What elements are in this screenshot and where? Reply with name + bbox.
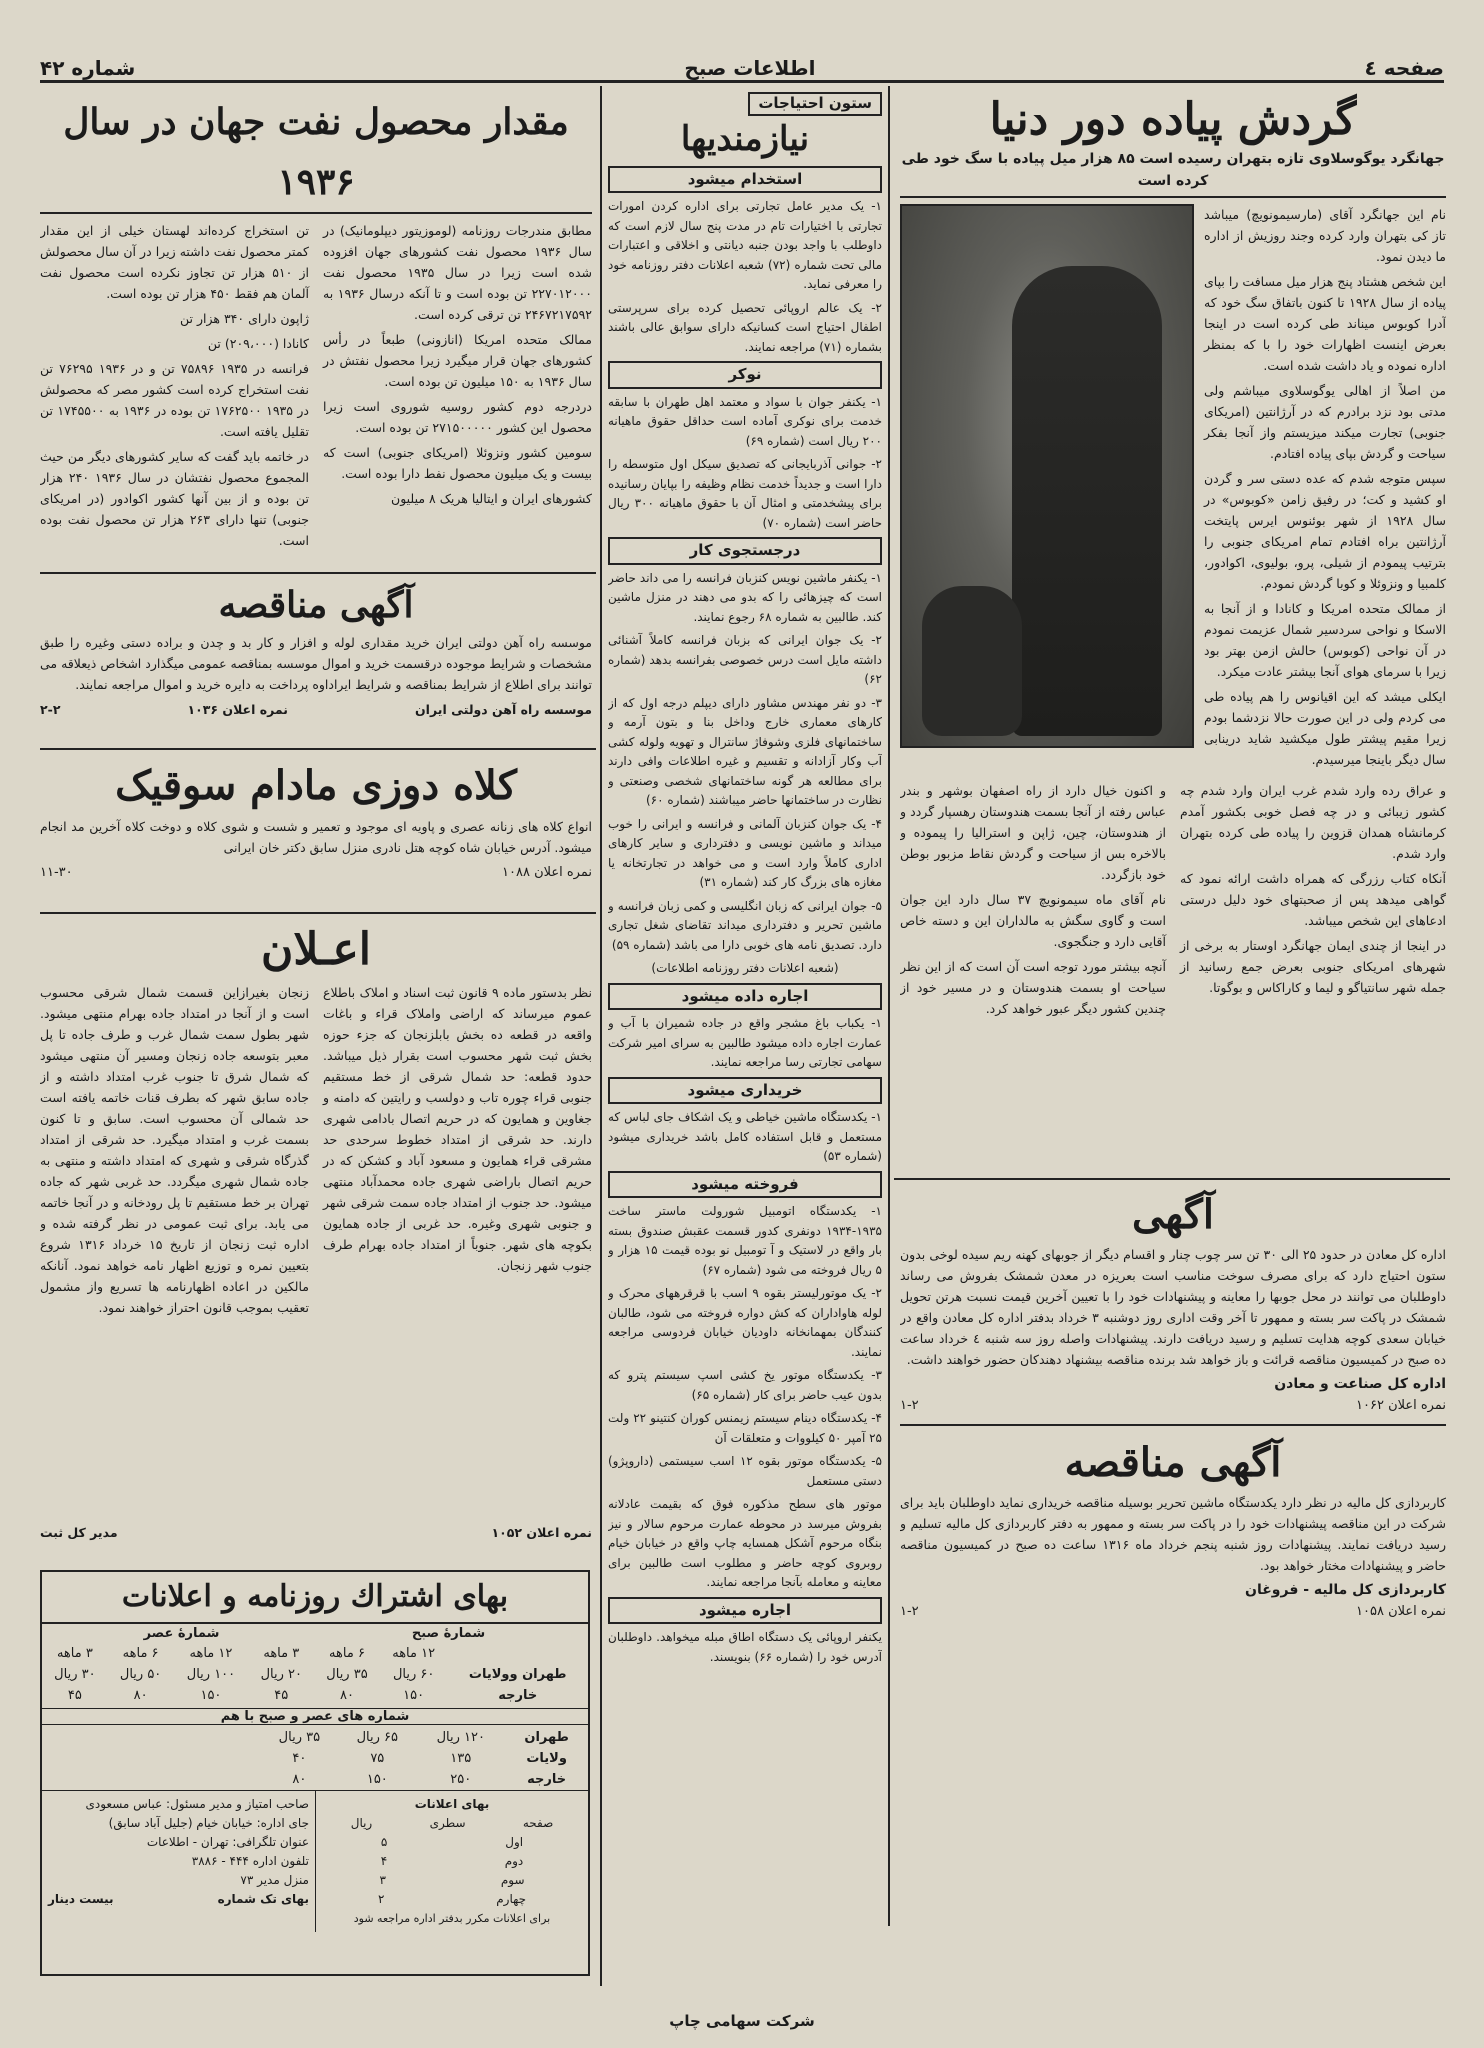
rate-cell: ۴۰ bbox=[292, 1751, 307, 1766]
announcement-body: زنجان بغیرازاین قسمت شمال شرقی محسوب است و از آنجا در امتداد جاده بهرام منتهی میشود. شهر بطول سمت شمال غرب و طرف جاده تا پل معبر بتوسعه جاده زنجان ومسیر آن منتهی میشود که شمال شرق تا جنوب غرب امتداد داشته و از جاده سابق شهر که بطرف قنات خاتمه یافته است حد شمالی آن محسوب است. سابق و تا کنون بسمت غرب و امتداد میگیرد. حد شرقی از امتداد گذرگاه شرقی و شهری که امتداد داشته و منتهی به جاده شمال شهری میگردد. حد غربی شهر که جاده تهران بر خط مستقیم تا پل رودخانه و در آنجا خاتمه می یابد. برای ثبت عمومی در نظر گرفته شده و اداره ثبت زنجان از تاریخ ۱۵ خرداد ۱۳۱۶ شروع بتعیین نمره و توزیع اظهار نامه خواهد نمود. آنانکه مالکین در اعاده اظهارنامه ها تسریع واز مشمول تعقیب بموجب قانون احتراز خواهند نمود. bbox=[40, 985, 309, 1315]
oil-article bbox=[40, 92, 592, 570]
rail-tender bbox=[40, 578, 592, 738]
rate-cell: ۴۵ bbox=[274, 1688, 289, 1703]
rate-cell: ۳۵ ریال bbox=[326, 1667, 368, 1682]
mines-notice-number: نمره اعلان ۱۰۶۲ bbox=[1356, 1398, 1446, 1413]
ads-page: اول bbox=[505, 1835, 524, 1849]
rate-cell: ۱۵۰ bbox=[403, 1688, 425, 1703]
rates-asr-title: شمارۀ عصر bbox=[143, 1626, 220, 1641]
ads-note: برای اعلانات مکرر بدفتر اداره مراجعه شود bbox=[353, 1912, 551, 1925]
rate-cell: ۱۵۰ bbox=[200, 1688, 222, 1703]
rate-cell: ۸۰ bbox=[340, 1688, 354, 1703]
hat-ad-body: انواع کلاه های زنانه عصری و پاویه ای موجود و تعمیر و شست و شوی کلاه و دوخت کلاه آخرین مد انجام میشود. آدرس خیابان شاه کوچه هتل نادری منزل سابق دکتر خان ایرانی bbox=[40, 819, 592, 855]
period-label: ۶ ماهه bbox=[122, 1646, 159, 1661]
needs-item: ۱- یکدستگاه ماشین خیاطی و یک اشکاف جای لباس که مستعمل و قابل استفاده کامل باشد خریداری میشود (شماره ۵۳) bbox=[608, 1110, 882, 1163]
mines-notice-count: ۱-۲ bbox=[900, 1398, 919, 1413]
traveler-photo bbox=[900, 204, 1194, 748]
hat-ad-number: نمره اعلان ۱۰۸۸ bbox=[502, 865, 592, 880]
needs-item: ۲- جوانی آذربایجانی که تصدیق سیکل اول متوسطه را دارا است و جدیداً خدمت نظام وظیفه را بپایان رسانیده برای پیشخدمتی و امثال آن با حقوق ماهیانه ۳۰۰ ریال حاضر است (شماره ۷۰) bbox=[608, 457, 882, 530]
rate-cell: ۱۳۵ bbox=[450, 1751, 472, 1766]
finance-tender-number: نمره اعلان ۱۰۵۸ bbox=[1356, 1604, 1446, 1619]
rate-row-label: خارجه bbox=[527, 1772, 567, 1787]
divider bbox=[40, 748, 596, 750]
dog-figure bbox=[922, 586, 1022, 736]
phone-line: تلفون اداره ۴۴۴ - ۳۸۸۶ bbox=[191, 1854, 309, 1868]
announcement-signature: مدیر کل ثبت bbox=[40, 1525, 118, 1540]
travel-paragraph: این شخص هشتاد پنج هزار میل مسافت را بپای پیاده از سال ۱۹۲۸ تا کنون باتفاق سگ خود که آدرا کوبوس میناند طی کرده است در اینجا بعرض اینست اظهارات خود را با که بمنظر اداره نموده و یاد داشت شده است. bbox=[1204, 274, 1446, 373]
needs-item: ۲- یک جوان ایرانی که بزبان فرانسه کاملاً آشنائی داشته مایل است درس خصوصی بفرانسه بدهد (شماره ۶۲) bbox=[608, 633, 882, 686]
rates-sobh-title: شمارۀ صبح bbox=[411, 1626, 486, 1641]
needs-item: ۲- یک عالم اروپائی تحصیل کرده برای سرپرستی اطفال احتیاج است کسانیکه دارای سوابق عالی باشند بشماره (۷۱) مراجعه نمایند. bbox=[608, 300, 882, 354]
rate-cell: ۶۵ ریال bbox=[356, 1730, 399, 1745]
oil-paragraph: سومین کشور ونزوئلا (امریکای جنوبی) است که بیست و یک میلیون محصول نفط دارا بوده است. bbox=[323, 445, 592, 481]
needs-item: ۵- جوان ایرانی که زبان انگلیسی و کمی زبان فرانسه و ماشین تحریر و دفترداری میداند تقاضای شغل تجاری دارد. تصدیق نامه های خوبی دارا می باشد (شماره ۵۹) bbox=[608, 898, 882, 952]
travel-paragraph: و اکنون خیال دارد از راه اصفهان بوشهر و بندر عباس رفته از آنجا بسمت هندوستان رهسپار گردد و از هندوستان، چین، ژاپن و استرالیا را پیموده و بالاخره بس از سیاحت و گردش نقاط مزبور بوطن خود بازگردد. bbox=[900, 783, 1166, 882]
finance-tender-count: ۱-۲ bbox=[900, 1604, 919, 1619]
mines-notice bbox=[900, 1186, 1446, 1726]
rate-row-label: طهران وولایات bbox=[468, 1667, 567, 1682]
subscription-rates bbox=[40, 1570, 590, 1976]
travel-subtitle: جهانگرد یوگوسلاوی تازه بتهران رسیده است ۸۵ هزار میل پیاده با سگ خود طی کرده است bbox=[900, 148, 1446, 198]
ads-header: سطری bbox=[429, 1816, 466, 1830]
period-label: ۳ ماهه bbox=[263, 1646, 300, 1661]
divider bbox=[894, 1178, 1450, 1180]
ads-header: صفحه bbox=[522, 1816, 554, 1830]
rate-cell: ۲۰ ریال bbox=[260, 1667, 302, 1682]
hat-ad-title: کلاه دوزی مادام سوقیک bbox=[115, 762, 517, 809]
rate-cell: ۷۵ bbox=[370, 1751, 385, 1766]
rate-cell: ۴۵ bbox=[67, 1688, 82, 1703]
mines-notice-signature: اداره کل صناعت و معادن bbox=[1274, 1376, 1446, 1392]
rate-cell: ۳۰ ریال bbox=[54, 1667, 96, 1682]
issue-label: شماره ۴۲ bbox=[40, 56, 136, 80]
needs-item: ۴- یک جوان کنزبان آلمانی و فرانسه و ایرانی را خوب میداند و ماشین نویسی و دفترداری و سایر کارهای اداری کاملاً وارد است و می خواهد در تجارتخانه یا مغازه های بزرگ کار کند (شماره ۳۱) bbox=[608, 816, 882, 889]
section-heading-for-rent: اجاره داده میشود bbox=[608, 983, 882, 1011]
oil-paragraph: در خاتمه باید گفت که سایر کشورهای دیگر من حیث المجموع محصول نفتشان در سال ۱۹۳۶ ۲۴۰ هزار تن بوده و از بین آنها کشور اکوادور (در امریکای جنوبی) تنها دارای ۲۶۳ هزار تن محصول نفت بوده است. bbox=[40, 449, 309, 548]
travel-paragraph: نام این جهانگرد آقای (مارسیمونویچ) میباشد تاز کی بتهران وارد کرده وجند روزیش از اداره ما دیدن نمود. bbox=[1204, 207, 1446, 264]
period-label: ۳ ماهه bbox=[56, 1646, 93, 1661]
travel-paragraph: از ممالک متحده امریکا و کانادا و از آنجا به الاسکا و نواحی سردسیر شمال عزیمت نمودم در آن نواحی (کوبوس) حالش ازمن بهتر بود زیرا با سرمای هوای آنجا بیشتر عادت میکرد. bbox=[1204, 601, 1446, 679]
telegraph-line: عنوان تلگرافی: تهران - اطلاعات bbox=[146, 1835, 309, 1849]
finance-tender-body: کاربردازی کل مالیه در نظر دارد یکدستگاه ماشین تحریر بوسیله مناقصه خریداری نماید داوطلبان باید برای شرکت در این مناقصه پیشنهادات خود را در پاکت سر بسته و ممهور به دفتر کاربردازی کل مالیه تسلیم و رسید دریافت نمایند. پیشنهادات روز شنبه پنجم خرداد ماه ۱۳۱۶ ساعت ده صبح در کمیسیون مناقصه حاضر و پیشنهادات مختار خواهد بود. bbox=[900, 1495, 1446, 1573]
registration-announcement bbox=[40, 918, 592, 1564]
travel-text-right bbox=[1204, 204, 1446, 774]
traveler-figure bbox=[1012, 266, 1162, 736]
rate-row-label: طهران bbox=[524, 1730, 569, 1745]
travel-paragraph: و عراق رده وارد شدم غرب ایران وارد شدم چه کشور زیبائی و در چه فصل خوبی بکشور آمدم کرمانشاه همدان قزوین را پیاده طی کرده بتهران وارد شدم. bbox=[1180, 783, 1446, 861]
section-heading-wanted-rent: اجاره میشود bbox=[608, 1597, 882, 1625]
rate-row-label: خارجه bbox=[498, 1688, 538, 1703]
hat-ad bbox=[40, 756, 592, 906]
oil-paragraph: مطابق مندرجات روزنامه (لوموزیتور دیپلومانیک) در سال ۱۹۳۶ محصول نفت کشورهای جهان افزوده شده است زیرا در سال ۱۹۳۵ محصول نفت ۲۲۷۰۱۲۰۰۰ تن بوده است و تا آنکه درسال ۱۹۳۶ به ۲۴۶۷۲۱۷۵۹۲ تن ترقی کرده است. bbox=[323, 223, 592, 322]
hat-ad-count: ۱۱-۳۰ bbox=[40, 865, 73, 880]
rate-row-label: ولایات bbox=[526, 1751, 567, 1766]
announcement-title: اعـلان bbox=[261, 924, 371, 975]
needs-item: ۵- یکدستگاه موتور بقوه ۱۲ اسب سیستمی (داروپژو) دستی مستعمل bbox=[608, 1454, 882, 1488]
needs-title: نیازمندیها bbox=[680, 118, 810, 159]
rate-cell: ۸۰ bbox=[133, 1688, 148, 1703]
rail-tender-body: موسسه راه آهن دولتی ایران خرید مقداری لوله و افزار و کار بد و چدن و براده دستی وغیره را طبق مشخصات و شرایط موجوده درقسمت خرید و اموال موسسه بمناقصه عمومی میگذارد اشخاص ذیعلاقه می توانند برای اطلاع از شرایط بمناقصه و شرایط ایراداوه پرداخت به دایره خرید و اموال مراجعه نمایند. bbox=[40, 635, 592, 692]
needs-item: موتور های سطح مذکوره فوق که بقیمت عادلانه بفروش میرسد در محوطه عمارت مرحوم سالار و نیز بنگاه مرحوم آشکل همسایه چاپ واقع در خیابان خیام روبروی کوچه حاضر و مطلوب است طالبین برای معاینه و معامله بآنجا مراجعه نمایند. bbox=[608, 1497, 882, 1589]
travel-paragraph: در اینجا از چندی ایمان جهانگرد اوستار به برخی از شهرهای امریکای جنوبی بعرض جمع رسانید از جمله شهر سانتیاگو و لیما و کاراکاس و بوگوتا. bbox=[1180, 938, 1446, 995]
travel-paragraph: سپس متوجه شدم که عده دستی سر و گردن او کشید و کت؛ در رفیق زامن «کوبوس» در سال ۱۹۲۸ از شهر بوئنوس ایرس پایتخت آرژانتین براه افتادم تمام امریکای جنوبی را بترتیب پیمودم از شیلی، پرو، بولیوی، اکوادور، کلمبیا و ونزوئلا و کوبا گردش نمودم. bbox=[1204, 471, 1446, 591]
finance-tender-title: آگهی مناقصه bbox=[1064, 1439, 1282, 1486]
needs-column-title: ستون احتیاجات bbox=[748, 92, 882, 116]
combined-title: شماره های عصر و صبح با هم bbox=[42, 1708, 588, 1725]
divider bbox=[40, 572, 596, 574]
travel-paragraph: آنچه بیشتر مورد توجه است آن است که از این نظر سیاحت او بسمت هندوستان و در مسیر خود از چندین کشور دیگر عبور خواهد کرد. bbox=[900, 959, 1166, 1016]
needs-item: ۲- یک موتورلیستر بقوه ۹ اسب با قرقرههای محرک و لوله هاواداران که کش دواره فروخته می شود، طالبان کنندگان بمهمانخانه داودیان خیابان فردوسی مراجعه نمایند. bbox=[608, 1286, 882, 1359]
ads-line: ۵ bbox=[380, 1835, 388, 1849]
owner-line: صاحب امتیاز و مدیر مسئول: عباس مسعودی bbox=[85, 1797, 309, 1811]
rate-cell: ۱۲۰ ریال bbox=[436, 1730, 485, 1745]
column-rule bbox=[600, 86, 602, 1986]
section-heading-for-sale: فروخته میشود bbox=[608, 1171, 882, 1199]
needs-item: یکنفر اروپائی یک دستگاه اطاق مبله میخواهد. داوطلبان آدرس خود را (شماره ۶۶) بنویسند. bbox=[608, 1630, 882, 1664]
rate-cell: ۳۵ ریال bbox=[278, 1730, 321, 1745]
manager-home-line: منزل مدیر ۷۳ bbox=[240, 1873, 309, 1887]
needs-item: ۱- یکنفر ماشین نویس کنزبان فرانسه را می داند حاضر است که چیزهائی را که بدو می دهند در منزل ماشین کند. طالبین به شماره ۶۸ رجوع نمایند. bbox=[608, 570, 882, 624]
rate-cell: ۵۰ ریال bbox=[119, 1667, 162, 1682]
paper-name: اطلاعات صبح bbox=[684, 56, 816, 80]
travel-article bbox=[900, 92, 1446, 1172]
ads-page: چهارم bbox=[496, 1892, 527, 1906]
travel-paragraph: نام آقای ماه سیمونویچ ۳۷ سال دارد این جوان است و گاوی سگش به مالداران این و دسته خاص آقایی دارد و جنگجوی. bbox=[900, 892, 1166, 949]
ads-line: ۲ bbox=[377, 1892, 385, 1906]
page-header bbox=[40, 56, 1444, 83]
needs-column bbox=[608, 92, 882, 1972]
needs-item: ۳- یکدستگاه موتور یخ کشی اسپ سیستم پترو که بدون عیب حاضر برای کار (شماره ۶۵) bbox=[608, 1368, 882, 1402]
combined-table bbox=[260, 1727, 588, 1790]
needs-note: (شعبه اعلانات دفتر روزنامه اطلاعات) bbox=[651, 961, 839, 975]
announcement-number: نمره اعلان ۱۰۵۲ bbox=[491, 1525, 592, 1540]
oil-paragraph: تن استخراج کرده‌اند لهستان خیلی از این مقدار کمتر محصول نفت داشته زیرا در آن سال محصولش از ۵۱۰ هزار تن تجاوز نکرده است محصول نفت آلمان هم فقط ۴۵۰ هزار تن بوده است. bbox=[40, 223, 310, 301]
period-label: ۶ ماهه bbox=[329, 1646, 365, 1661]
ads-line: ۳ bbox=[379, 1873, 386, 1887]
rate-cell: ۱۵۰ bbox=[366, 1772, 388, 1787]
travel-paragraph: ایکلی میشد که این اقیانوس را هم پیاده طی می کردم ولی در این صورت حالا نزدشما بودم زیرا مقیم پیشتر طول میکشید شاید درینابی سال دیگر باینجا میرسیدم. bbox=[1204, 689, 1446, 767]
needs-item: ۱- یکباب باغ مشجر واقع در جاده شمیران با آب و عمارت اجاره داده میشود طالبین به سرای امیر شرکت سهامی تجارتی رسا مراجعه نمایند. bbox=[608, 1016, 882, 1069]
oil-title: مقدار محصول نفت جهان در سال ۱۹۳۶ bbox=[40, 92, 592, 214]
oil-paragraph: ممالک متحده امریکا (انازونی) طبعاً در رأس کشورهای جهان قرار میگیرد زیرا محصول نفتش در سال ۱۹۳۶ به ۱۵۰ میلیون تن بوده است. bbox=[323, 332, 592, 389]
needs-item: ۳- دو نفر مهندس مشاور دارای دیپلم درجه اول که از کارهای معماری خارج وداخل بنا و بتون آرمه و ساختمانهای فلزی وشوفاژ سانترال و تهویه ولوله کشی آب وکار آزادانه و تقسیم و غیره اطلاعات وافی دارند برای مطالعه هر گونه ساختمانهای شخصی وصنعتی و نظارت در ساختمانها حاضر میباشند (شماره ۶۰) bbox=[608, 695, 882, 807]
rail-tender-number: نمره اعلان ۱۰۳۶ bbox=[187, 702, 288, 717]
section-heading-buy: خریداری میشود bbox=[608, 1077, 882, 1105]
rate-cell: ۲۵۰ bbox=[450, 1772, 472, 1787]
divider bbox=[900, 1424, 1446, 1426]
column-rule bbox=[888, 86, 890, 1926]
travel-continued bbox=[900, 780, 1446, 1019]
rates-title: بهای اشتراك روزنامه و اعلانات bbox=[42, 1572, 588, 1624]
oil-paragraph: دردرجه دوم کشور روسیه شوروی است زیرا محصول این کشور ۲۷۱۵۰۰۰۰۰ تن بوده است. bbox=[323, 399, 592, 435]
section-heading-hire: استخدام میشود bbox=[608, 166, 882, 194]
section-heading-servant: نوکر bbox=[608, 361, 882, 389]
travel-title: گردش پیاده دور دنیا bbox=[989, 94, 1357, 145]
rail-tender-count: ۲-۲ bbox=[40, 702, 61, 717]
travel-paragraph: من اصلاً از اهالی یوگوسلاوی میباشم ولی مدتی بود نزد برادرم که در آرژانتین (امریکای جنوبی) تجارت میکند میزیستم واز آنجا بفکر سیاحت و گردش بپای پیاده افتادم. bbox=[1204, 383, 1446, 461]
period-label: ۱۲ ماهه bbox=[392, 1646, 436, 1661]
oil-paragraph: ژاپون دارای ۳۴۰ هزار تن bbox=[179, 311, 309, 326]
section-heading-job-seeking: درجستجوی کار bbox=[608, 537, 882, 565]
oil-paragraph: کشورهای ایران و ایتالیا هریک ۸ میلیون bbox=[391, 491, 592, 506]
ads-title: بهای اعلانات bbox=[414, 1797, 490, 1811]
single-price-label: بهای تک شماره bbox=[217, 1892, 309, 1906]
oil-paragraph: فرانسه در ۱۹۳۵ ۷۵۸۹۶ تن و در ۱۹۳۶ ۷۶۲۹۵ تن نفت استخراج کرده است کشور مصر که محصولش در ۱۹۳۵ ۱۷۶۲۵۰۰ تن بوده در ۱۹۳۶ به ۱۷۴۵۵۰۰ تن تقلیل یافته است. bbox=[40, 361, 310, 439]
travel-paragraph: آنکاه کتاب رزرگی که همراه داشت ارائه نمود که گواهی میدهد پس از صحبتهای خود دلیل درستی ادعاهای این شخص میباشد. bbox=[1180, 871, 1446, 928]
needs-item: ۱- یکنفر جوان با سواد و معتمد اهل طهران با سابقه خدمت برای نوکری آماده است حداقل حقوق ماهیانه ۲۰۰ ریال است (شماره ۶۹) bbox=[608, 394, 882, 448]
ads-page: دوم bbox=[504, 1854, 524, 1868]
mines-notice-title: آگهی bbox=[1132, 1191, 1214, 1238]
period-label: ۱۲ ماهه bbox=[189, 1646, 233, 1661]
printer-footer: شرکت سهامی چاپ bbox=[669, 2012, 815, 2030]
oil-paragraph: کانادا (۲۰۹،۰۰۰) تن bbox=[207, 336, 309, 351]
mines-notice-body: اداره کل معادن در حدود ۲۵ الی ۳۰ تن سر چوب چنار و اقسام دیگر از جوبهای کهنه ریم سیده لوخی بدون ستون احتیاج دارد که برای مصرف سوخت مناسب است بعریزه در معدن شمشک بفروش می رساند داوطلبان می توانند در محل جوبها را معاینه و پیشنهادات خود را با تعیین آخرین قیمت نسبت هرتن تحویل شمشک در پاکت سر بسته و ممهور تا آخر وقت اداری روز دوشنبه ۳ خرداد بدفتر اداره کل معادن واقع در خیابان سعدی کوچه هدایت تسلیم و رسید دریافت دارند. پیشنهادات واصله روز سه شنبه ٤ خرداد ساعت ده صبح در کمیسیون مناقصه قرائت و باز خواهد شد برنده مناقصه بیشنهاد دهندکان حضور خواهند داشت. bbox=[900, 1247, 1446, 1367]
ads-header: ریال bbox=[350, 1816, 373, 1830]
rail-tender-title: آگهی مناقصه bbox=[218, 584, 414, 626]
single-price-value: بیست دینار bbox=[48, 1892, 114, 1906]
ads-page: سوم bbox=[500, 1873, 525, 1887]
rail-tender-signature: موسسه راه آهن دولتی ایران bbox=[415, 702, 592, 717]
rates-table bbox=[42, 1643, 588, 1706]
needs-item: ۱- یک مدیر عامل تجارتی برای اداره کردن امورات تجارتی با اختیارات تام در مدت پنج سال لازم است که داوطلب با واجد بودن جنبه دیانتی و اخلاقی و اعتبارات مالی تحت شماره (۷۲) شعبه اعلانات دفتر روزنامه خود را معرفی نماید. bbox=[608, 199, 882, 291]
address-line: جای اداره: خیابان خیام (جلیل آباد سابق) bbox=[108, 1816, 309, 1830]
rate-cell: ۸۰ bbox=[292, 1772, 307, 1787]
rate-cell: ۶۰ ریال bbox=[392, 1667, 435, 1682]
divider bbox=[40, 912, 596, 914]
announcement-body: نظر بدستور ماده ۹ قانون ثبت اسناد و املاک باطلاع عموم میرساند که اراضی واملاک قراء و باغات واقعه در قطعه ده بخش بابلزنجان که جزء حوزه بخش ثبت شهر محسوب است بقرار ذیل میباشد. حدود قطعه: حد شمال شرقی از خط مستقیم جنوبی قراء چوره تاب و دولسب و رایتین که دامنه و جغاوین و همایون که در حریم اتصال بادامی شهری دارند. حد شرقی از امتداد خطوط سرحدی حد مشرقی قراء همایون و مسعود آباد و کشکن که در حریم اتصال باراضی شهری جاده محمدآباد منتهی میشود. حد جنوب از امتداد جاده سمت شرقی شهر و جنوبی شهری وغیره. حد غربی از جاده همایون بکوچه های شهر. جنوباً از امتداد جاده بهرام طرف جنوب شهر زنجان. bbox=[323, 985, 592, 1273]
rate-cell: ۱۰۰ ریال bbox=[186, 1667, 236, 1682]
page-label: صفحه ٤ bbox=[1364, 56, 1444, 80]
ads-line: ۴ bbox=[380, 1854, 388, 1868]
needs-item: ۱- یکدستگاه اتومبیل شورولت ماستر ساخت ۱۹۳۵-۱۹۳۴ دونفری کدور قسمت عقبش صندوق بسته بار واقع در لاستیک و آ تومبیل نو بوده قیمت ۱۵ هزار و ۵ ریال فروخته می شود (شماره ۶۷) bbox=[608, 1204, 882, 1277]
finance-tender-signature: کاربردازی کل مالیه - فروغان bbox=[1245, 1582, 1446, 1598]
needs-item: ۴- یکدستگاه دینام سیستم زیمنس کوران کنتینو ۲۲ ولت ۲۵ آمپر ۵۰ کیلووات و متعلقات آن bbox=[608, 1411, 882, 1445]
